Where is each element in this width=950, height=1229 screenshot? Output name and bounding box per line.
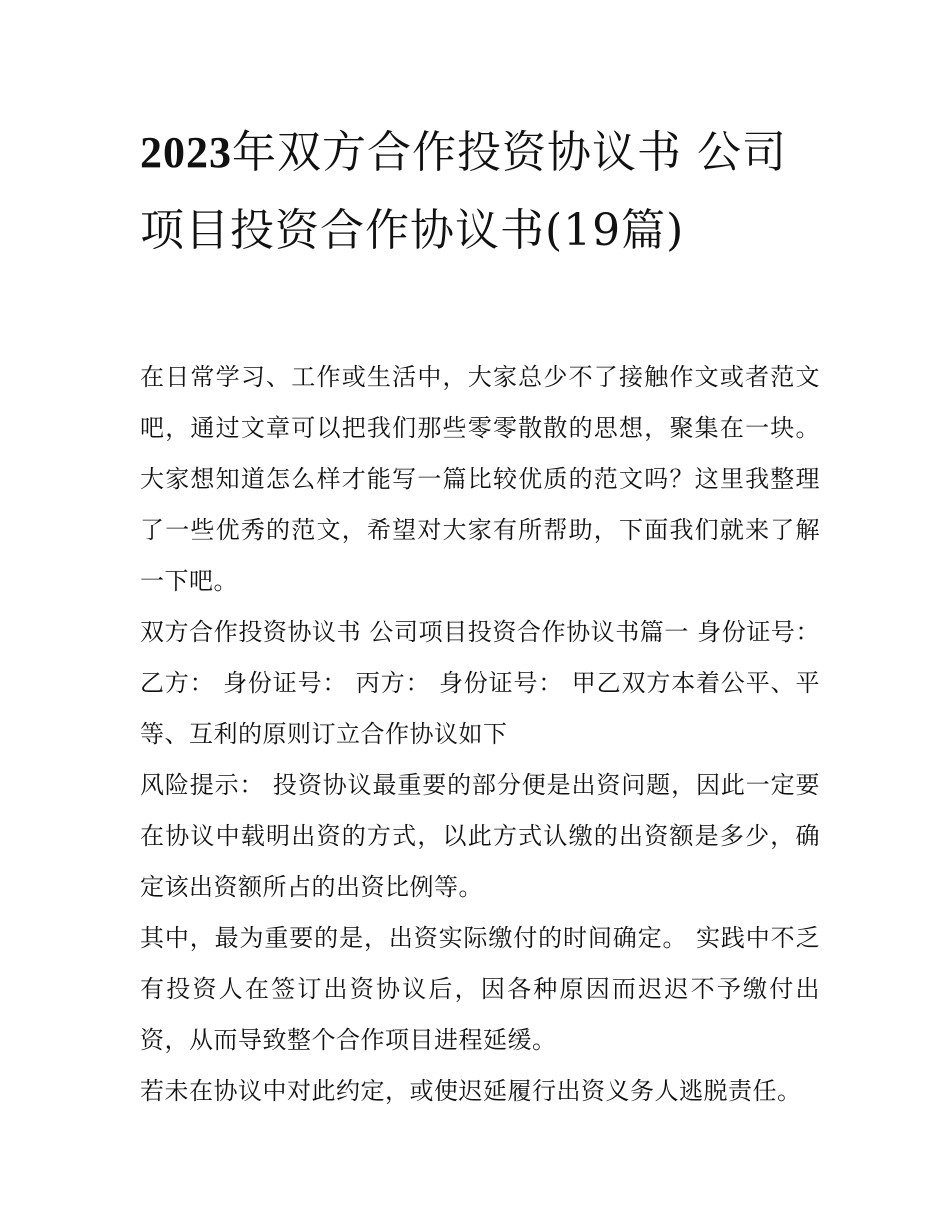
paragraph-payment-timing: 其中，最为重要的是，出资实际缴付的时间确定。 实践中不乏有投资人在签订出资协议后，因各种原因而迟迟不予缴付出资，从而导致整个合作项目进程延缓。	[140, 924, 820, 1054]
paragraph-risk-notice: 风险提示： 投资协议最重要的部分便是出资问题，因此一定要在协议中载明出资的方式，以此方式认缴的出资额是多少，确定该出资额所占的出资比例等。	[140, 771, 820, 901]
paragraph-intro: 在日常学习、工作或生活中，大家总少不了接触作文或者范文吧，通过文章可以把我们那些零零散散的思想，聚集在一块。大家想知道怎么样才能写一篇比较优质的范文吗？这里我整理了一些优秀的范文，希望对大家有所帮助，下面我们就来了解一下吧。	[140, 363, 820, 595]
paragraph-liability: 若未在协议中对此约定，或使迟延履行出资义务人逃脱责任。	[140, 1077, 802, 1105]
document-body	[140, 352, 820, 1117]
document-title	[140, 114, 820, 270]
title-text: 年双方合作投资协议书 公司项目投资合作协议书(19篇)	[140, 127, 787, 256]
paragraph-parties: 双方合作投资协议书 公司项目投资合作协议书篇一 身份证号： 乙方： 身份证号： 丙方： 身份证号： 甲乙双方本着公平、平等、互利的原则订立合作协议如下	[140, 618, 820, 748]
title-year: 2023	[140, 128, 232, 177]
